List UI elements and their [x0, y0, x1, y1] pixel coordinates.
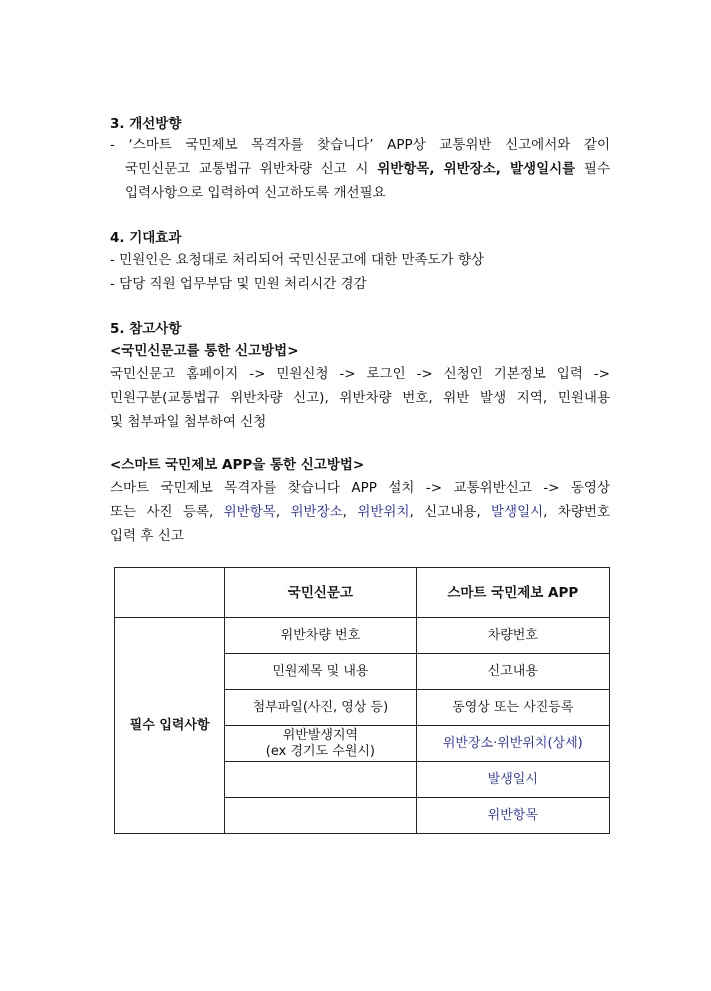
- app-field-occurrence-datetime: 발생일시: [490, 504, 544, 520]
- table-header-empty: [115, 568, 225, 618]
- table-cell-app: 동영상 또는 사진등록: [416, 690, 609, 726]
- section-heading-effect: 4. 기대효과: [110, 230, 182, 246]
- improvement-line-2-pre: 국민신문고 교통법규 위반차량 신고 시: [125, 161, 378, 177]
- table-row-label: 필수 입력사항: [115, 618, 225, 834]
- table-cell-app: 위반항목: [416, 798, 609, 834]
- subheading-app-method: <스마트 국민제보 APP을 통한 신고방법>: [110, 457, 365, 473]
- table-cell-portal: 첨부파일(사진, 영상 등): [225, 690, 416, 726]
- table-header-portal: 국민신문고: [225, 568, 416, 618]
- table-cell-portal: [225, 726, 416, 762]
- app-method-text: , 차량번호: [543, 504, 610, 520]
- portal-method-line-3: 및 첨부파일 첨부하여 신청: [110, 414, 267, 430]
- app-method-sep: ,: [275, 504, 291, 520]
- app-field-violation-place: 위반장소: [290, 504, 343, 520]
- improvement-line-2-post: 필수: [575, 161, 610, 177]
- improvement-line-3: 입력사항으로 입력하여 신고하도록 개선필요: [125, 185, 386, 201]
- app-method-text: , 신고내용,: [409, 504, 491, 520]
- effect-item-1: - 민원인은 요청대로 처리되어 국민신문고에 대한 만족도가 향상: [110, 252, 484, 268]
- portal-method-line-1: 국민신문고 홈페이지 -> 민원신청 -> 로그인 -> 신청인 기본정보 입력 ->: [110, 366, 610, 382]
- section-heading-reference: 5. 참고사항: [110, 321, 182, 337]
- table-cell-portal: 민원제목 및 내용: [225, 654, 416, 690]
- comparison-table: [114, 567, 610, 834]
- app-method-line-1: 스마트 국민제보 목격자를 찾습니다 APP 설치 -> 교통위반신고 -> 동영상: [110, 480, 610, 496]
- table-header-row: [115, 568, 610, 618]
- app-method-text: 또는 사진 등록,: [110, 504, 224, 520]
- app-method-sep: ,: [342, 504, 358, 520]
- effect-item-2: - 담당 직원 업무부담 및 민원 처리시간 경감: [110, 276, 367, 292]
- table-cell-portal-empty: [225, 762, 416, 798]
- section-heading-improvement: 3. 개선방향: [110, 116, 182, 132]
- table-cell-app: 위반장소·위반위치(상세): [416, 726, 609, 762]
- app-field-violation-location: 위반위치: [357, 504, 410, 520]
- table-cell-portal-line-1: 위반발생지역: [282, 727, 359, 743]
- table-row: [115, 618, 610, 654]
- app-field-violation-item: 위반항목: [223, 504, 276, 520]
- improvement-required-fields: 위반항목, 위반장소, 발생일시를: [377, 161, 576, 177]
- table-cell-app: 신고내용: [416, 654, 609, 690]
- table-cell-portal: 위반차량 번호: [225, 618, 416, 654]
- improvement-line-1: - ‘스마트 국민제보 목격자를 찾습니다’ APP상 교통위반 신고에서와 같이: [110, 137, 610, 153]
- portal-method-line-2: 민원구분(교통법규 위반차량 신고), 위반차량 번호, 위반 발생 지역, 민원내용: [110, 390, 610, 406]
- table-cell-portal-line-2: (ex 경기도 수원시): [265, 743, 376, 759]
- table-cell-app: 발생일시: [416, 762, 609, 798]
- app-method-line-3: 입력 후 신고: [110, 528, 184, 544]
- table-cell-portal-empty: [225, 798, 416, 834]
- table-cell-app: 차량번호: [416, 618, 609, 654]
- improvement-line-2: [125, 160, 610, 178]
- subheading-portal-method: <국민신문고를 통한 신고방법>: [110, 343, 299, 359]
- app-method-line-2: [110, 503, 610, 521]
- table-header-app: 스마트 국민제보 APP: [416, 568, 609, 618]
